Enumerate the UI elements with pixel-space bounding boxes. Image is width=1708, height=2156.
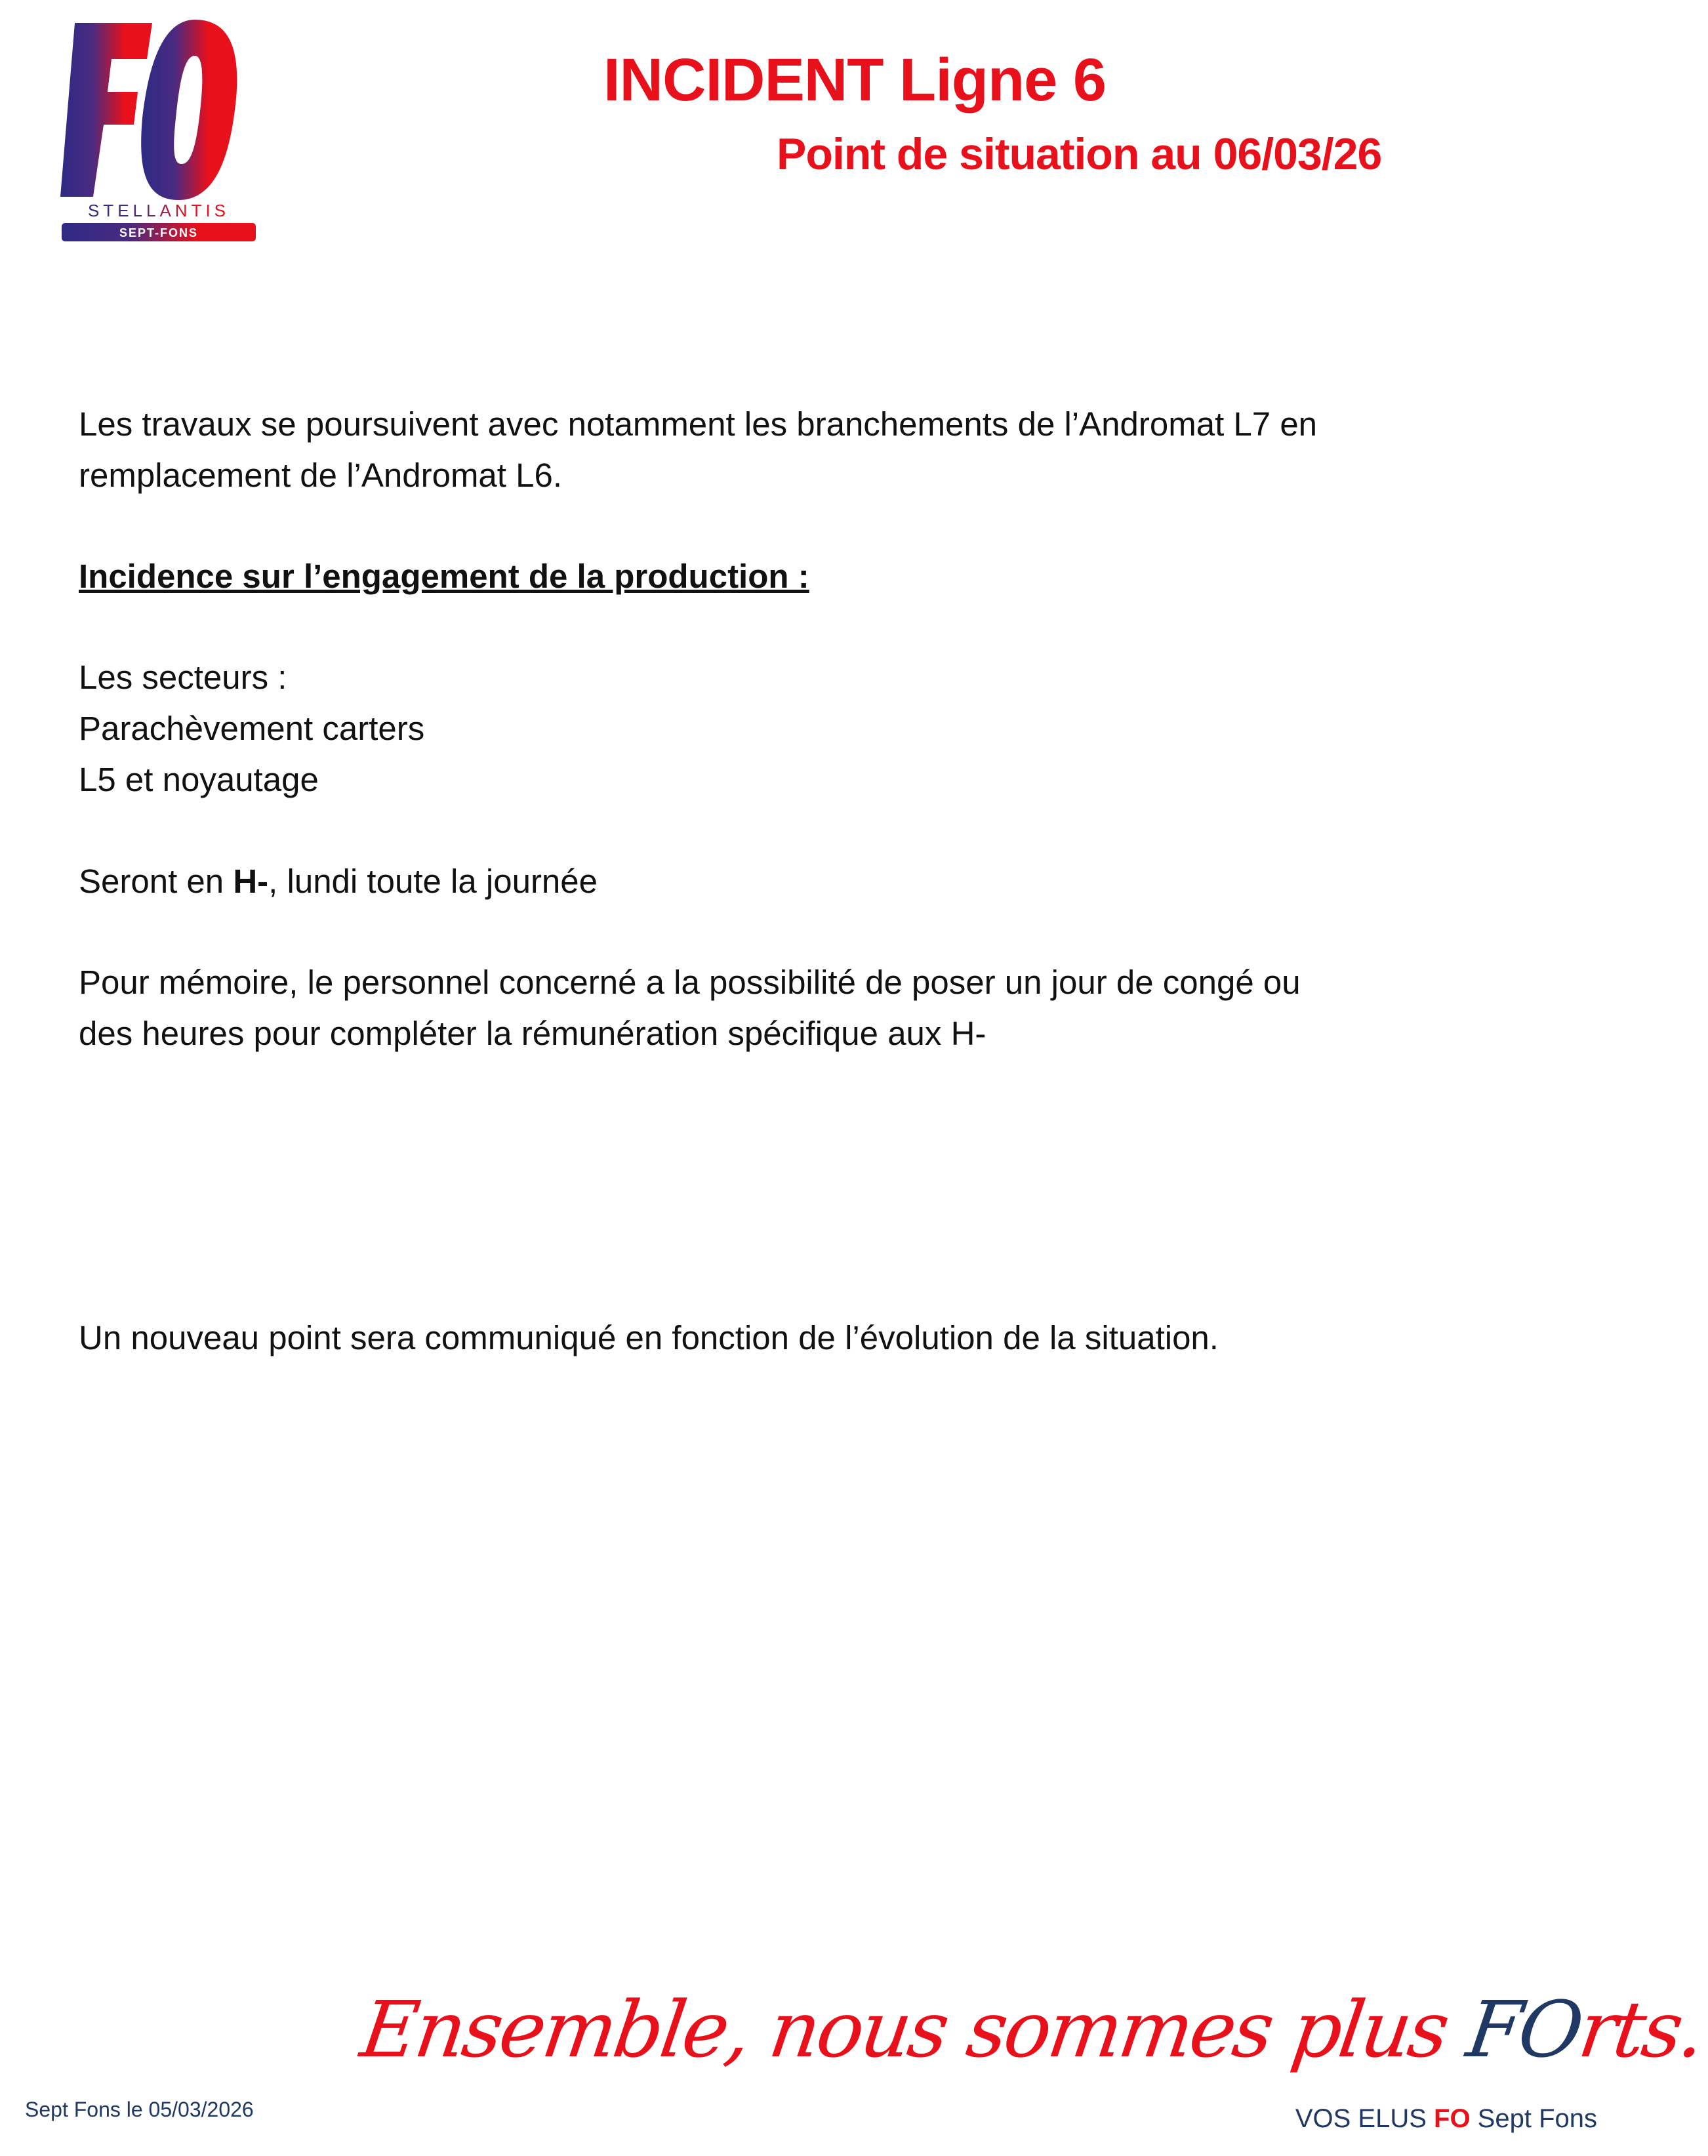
page-subtitle: Point de situation au 06/03/26 <box>777 129 1382 179</box>
memo-line-2: des heures pour compléter la rémunération spécifique aux H- <box>79 1015 986 1052</box>
slogan <box>356 1984 1708 2075</box>
slogan-part2: rts. <box>1574 1984 1708 2075</box>
sector-item: Parachèvement carters <box>79 710 425 747</box>
signature-fo: FO <box>1434 2104 1471 2133</box>
status-line <box>79 864 598 898</box>
svg-text:SEPT-FONS: SEPT-FONS <box>119 226 199 239</box>
section-heading: Incidence sur l’engagement de la production : <box>79 558 809 595</box>
signature-part2: Sept Fons <box>1470 2104 1597 2133</box>
memo-line-1: Pour mémoire, le personnel concerné a la possibilité de poser un jour de congé ou <box>79 964 1301 1001</box>
intro-line-1: Les travaux se poursuivent avec notamment les branchements de l’Andromat L7 en <box>79 405 1318 443</box>
fo-stellantis-logo <box>60 20 257 243</box>
footer-signature <box>1295 2104 1597 2134</box>
svg-text:STELLANTIS: STELLANTIS <box>87 201 230 220</box>
signature-part1: VOS ELUS <box>1295 2104 1434 2133</box>
status-suffix: , lundi toute la journée <box>268 863 598 900</box>
page-title: INCIDENT Ligne 6 <box>603 47 1107 113</box>
status-prefix: Seront en <box>79 863 234 900</box>
closing-line: Un nouveau point sera communiqué en fonction de l’évolution de la situation. <box>79 1319 1219 1356</box>
footer-date: Sept Fons le 05/03/2026 <box>25 2098 254 2121</box>
slogan-fo: FO <box>1461 1984 1587 2075</box>
sectors-label: Les secteurs : <box>79 659 287 696</box>
slogan-part1: Ensemble, nous sommes plus <box>356 1984 1474 2075</box>
intro-line-2: remplacement de l’Andromat L6. <box>79 457 563 494</box>
sector-item: L5 et noyautage <box>79 761 319 798</box>
status-bold: H- <box>233 863 269 900</box>
